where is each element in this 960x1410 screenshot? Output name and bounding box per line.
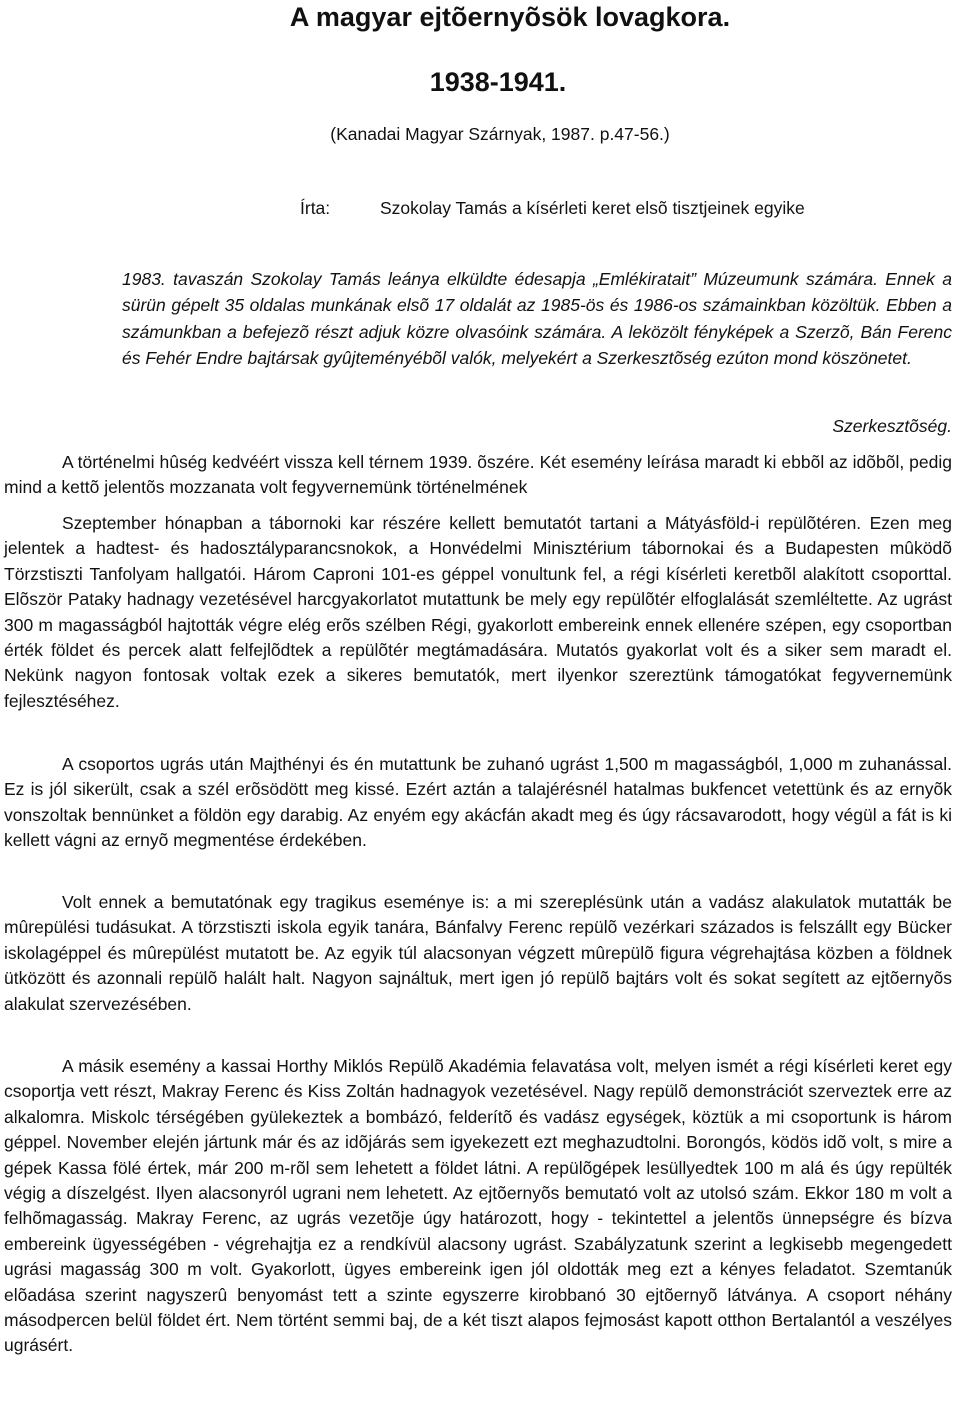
document-years: 1938-1941. [429,67,567,97]
editor-intro: 1983. tavaszán Szokolay Tamás leánya elküldte édesapja „Emlékiratait” Múzeumunk számára. Ennek a sürün gépelt 35 oldalas munkának elsõ 17 oldalát az 1985-ös és 1986-os számainkban közöltük. Ebben a számunkban a befejezõ részt adjuk közre olvasóink számára. A leközölt fényképek a Szerzõ, Bán Ferenc és Fehér Endre bajtársak gyûjteményébõl valók, melyekért a Szerkesztõség ezúton mond köszönetet. [122,269,952,369]
paragraph: A történelmi hûség kedvéért vissza kell térnem 1939. õszére. Két esemény leírása maradt ki ebbõl az idõbõl, pedig mind a kettõ jelentõs mozzanata volt fegyvernemünk történelmének [4,452,952,498]
source-citation: (Kanadai Magyar Szárnyak, 1987. p.47-56.) [330,124,670,144]
paragraph: Volt ennek a bemutatónak egy tragikus eseménye is: a mi szereplésünk után a vadász alakulatok mutatták be mûrepülési tudásukat. A törzstiszti iskola egyik tanára, Bánfalvy Ferenc repülõ vezérkari százados is felszállt egy Bücker iskolagéppel és mûrepülést mutatott be. Az egyik túl alacsonyan végzett mûrepülõ figura végrehajtása közben a földnek ütközött és azonnali repülõ halált halt. Nagyon sajnáltuk, mert igen jó repülõ bajtárs volt és sokat segített az ejtõernyõs alakulat szervezésében. [4,892,952,1014]
paragraph: Szeptember hónapban a tábornoki kar részére kellett bemutatót tartani a Mátyásföld-i repülõtéren. Ezen meg jelentek a hadtest- és hadosztályparancsnokok, a Honvédelmi Minisztérium tábornokai és a Budapesten mûködõ Törzstiszti Tanfolyam hallgatói. Három Caproni 101-es géppel vonultunk fel, a régi kísérleti keretbõl alakított csoporttal. Elõször Pataky hadnagy vezetésével harcgyakorlatot mutattunk be mely egy repülõtér elfoglalását szemléltette. Az ugrást 300 m magasságból hajtották végre elég erõs szélben Régi, gyakorlott embereink ennek ellenére szépen, egy csoportban érték földet és percek alatt felfejlõdtek a repülõtér megtámadására. Mutatós gyakorlat volt és a siker sem maradt el. Nekünk nagyon fontosak voltak ezek a sikeres bemutatók, mert ilyenkor szereztünk támogatókat fegyvernemünk fejlesztéséhez. [4,513,952,711]
author-label: Írta: [300,198,331,218]
paragraph: A csoportos ugrás után Majthényi és én mutattunk be zuhanó ugrást 1,500 m magasságból, 1,000 m zuhanással. Ez is jól sikerült, csak a szél erõsödött meg kissé. Ezért aztán a talajérésnél hatalmas bukfencet vetettünk és az ernyõk vonszoltak bennünket a földön egy darabig. Az enyém egy akácfán akadt meg és úgy rácsavarodott, hogy végül a fát is ki kellett vágni az ernyõ megmentése érdekében. [4,754,952,851]
paragraph: A másik esemény a kassai Horthy Miklós Repülõ Akadémia felavatása volt, melyen ismét a régi kísérleti keret egy csoportja vett részt, Makray Ferenc és Kiss Zoltán hadnagyok vezetésével. Nagy repülõ demonstrációt szerveztek erre az alkalomra. Miskolc térségében gyülekeztek a bombázó, felderítõ és vadász egységek, köztük a mi csoportunk is három géppel. November elején jártunk már és az idõjárás sem igyekezett ezt meghazudtolni. Borongós, ködös idõ volt, s mire a gépek Kassa fölé értek, már 200 m-rõl sem lehetett a földet látni. A repülõgépek lesüllyedtek 100 m alá és úgy repülték végig a díszelgést. Ilyen alacsonyról ugrani nem lehetett. Az ejtõernyõs bemutató volt az utolsó szám. Ekkor 180 m volt a felhõmagasság. Makray Ferenc, az ugrás vezetõje úgy határozott, hogy - tekintettel a jelentõs ünnepségre és bízva embereink ügyességében - végrehajtja ez a rendkívül alacsony ugrást. Szabályzatunk szerint a legkisebb megengedett ugrási magasság 300 m volt. Gyakorlott, ügyes embereink igen jól oldották meg ezt a kényes feladatot. Szemtanúk elõadása szerint nagyszerû benyomást tett a szinte egyszerre kirobbanó 30 ejtõernyõ látványa. A csoport néhány másodpercen belül földet ért. Nem történt semmi baj, de a két tiszt alapos fejmosást kapott otthon Bertalantól a veszélyes ugrásért. [4,1056,952,1356]
author-name: Szokolay Tamás a kísérleti keret elsõ tisztjeinek egyike [380,198,805,218]
document-title: A magyar ejtõernyõsök lovagkora. [289,2,731,32]
editor-signature: Szerkesztõség. [832,416,952,436]
